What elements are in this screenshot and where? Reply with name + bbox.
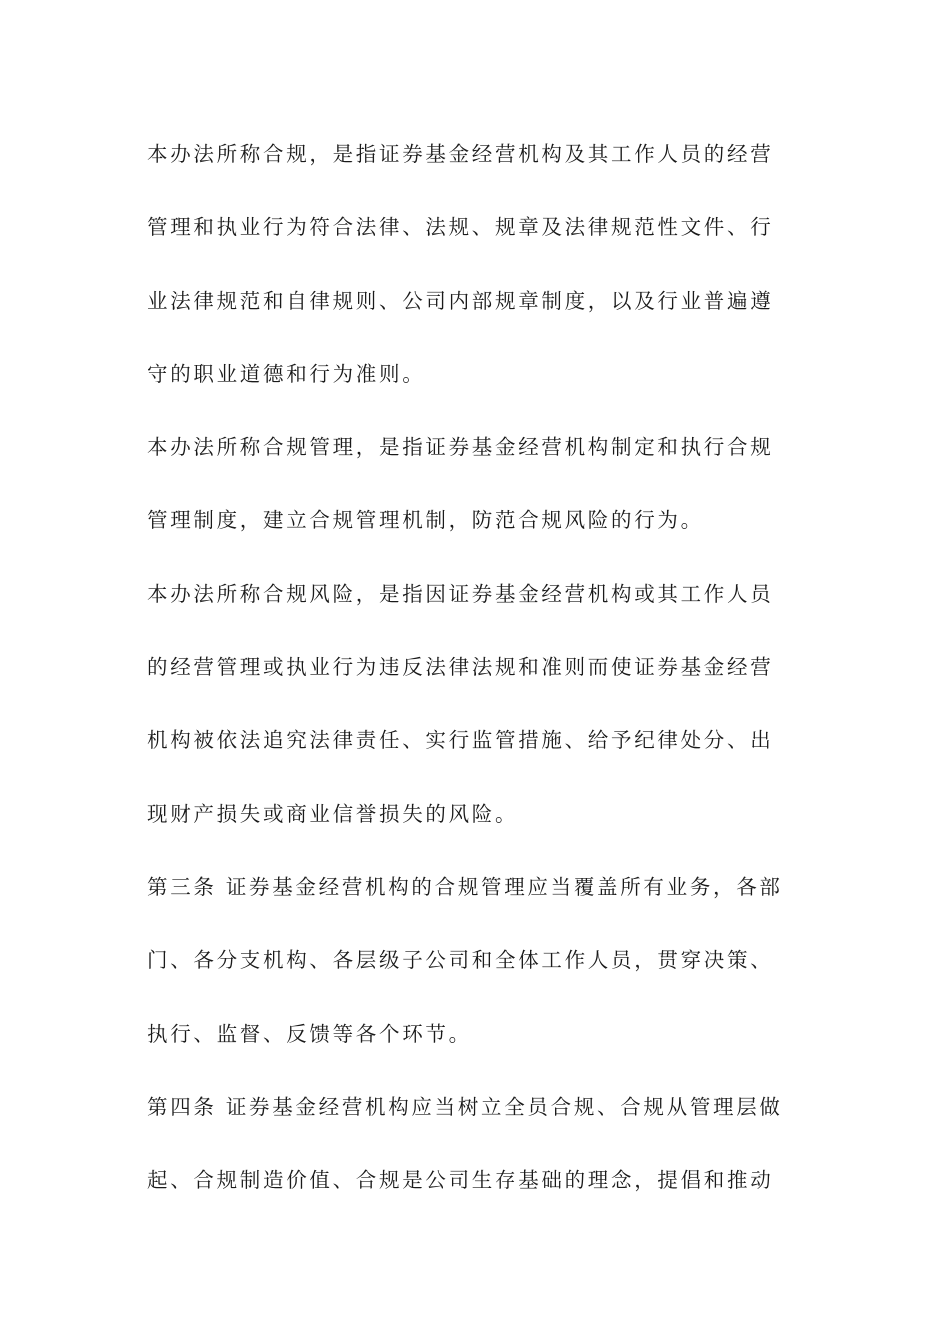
- text-line: 的经营管理或执业行为违反法律法规和准则而使证券基金经营: [147, 655, 774, 680]
- text-line: 第四条 证券基金经营机构应当树立全员合规、合规从管理层做: [147, 1094, 783, 1119]
- text-line: 执行、监督、反馈等各个环节。: [147, 1021, 472, 1046]
- text-line: 机构被依法追究法律责任、实行监管措施、给予纪律处分、出: [147, 728, 774, 753]
- text-line: 现财产损失或商业信誉损失的风险。: [147, 801, 519, 826]
- text-line: 本办法所称合规管理，是指证券基金经营机构制定和执行合规: [147, 435, 774, 460]
- text-line: 门、各分支机构、各层级子公司和全体工作人员，贯穿决策、: [147, 948, 774, 973]
- document-body: [147, 130, 807, 1229]
- text-line: 管理制度，建立合规管理机制，防范合规风险的行为。: [147, 508, 704, 533]
- text-line: 管理和执业行为符合法律、法规、规章及法律规范性文件、行: [147, 215, 774, 240]
- text-line: 守的职业道德和行为准则。: [147, 361, 426, 386]
- text-line: 本办法所称合规，是指证券基金经营机构及其工作人员的经营: [147, 142, 774, 166]
- text-line: 业法律规范和自律规则、公司内部规章制度，以及行业普遍遵: [147, 288, 774, 313]
- text-line: 本办法所称合规风险，是指因证券基金经营机构或其工作人员: [147, 581, 774, 606]
- text-line: 第三条 证券基金经营机构的合规管理应当覆盖所有业务，各部: [147, 874, 783, 899]
- text-line: 起、合规制造价值、合规是公司生存基础的理念，提倡和推动: [147, 1168, 774, 1193]
